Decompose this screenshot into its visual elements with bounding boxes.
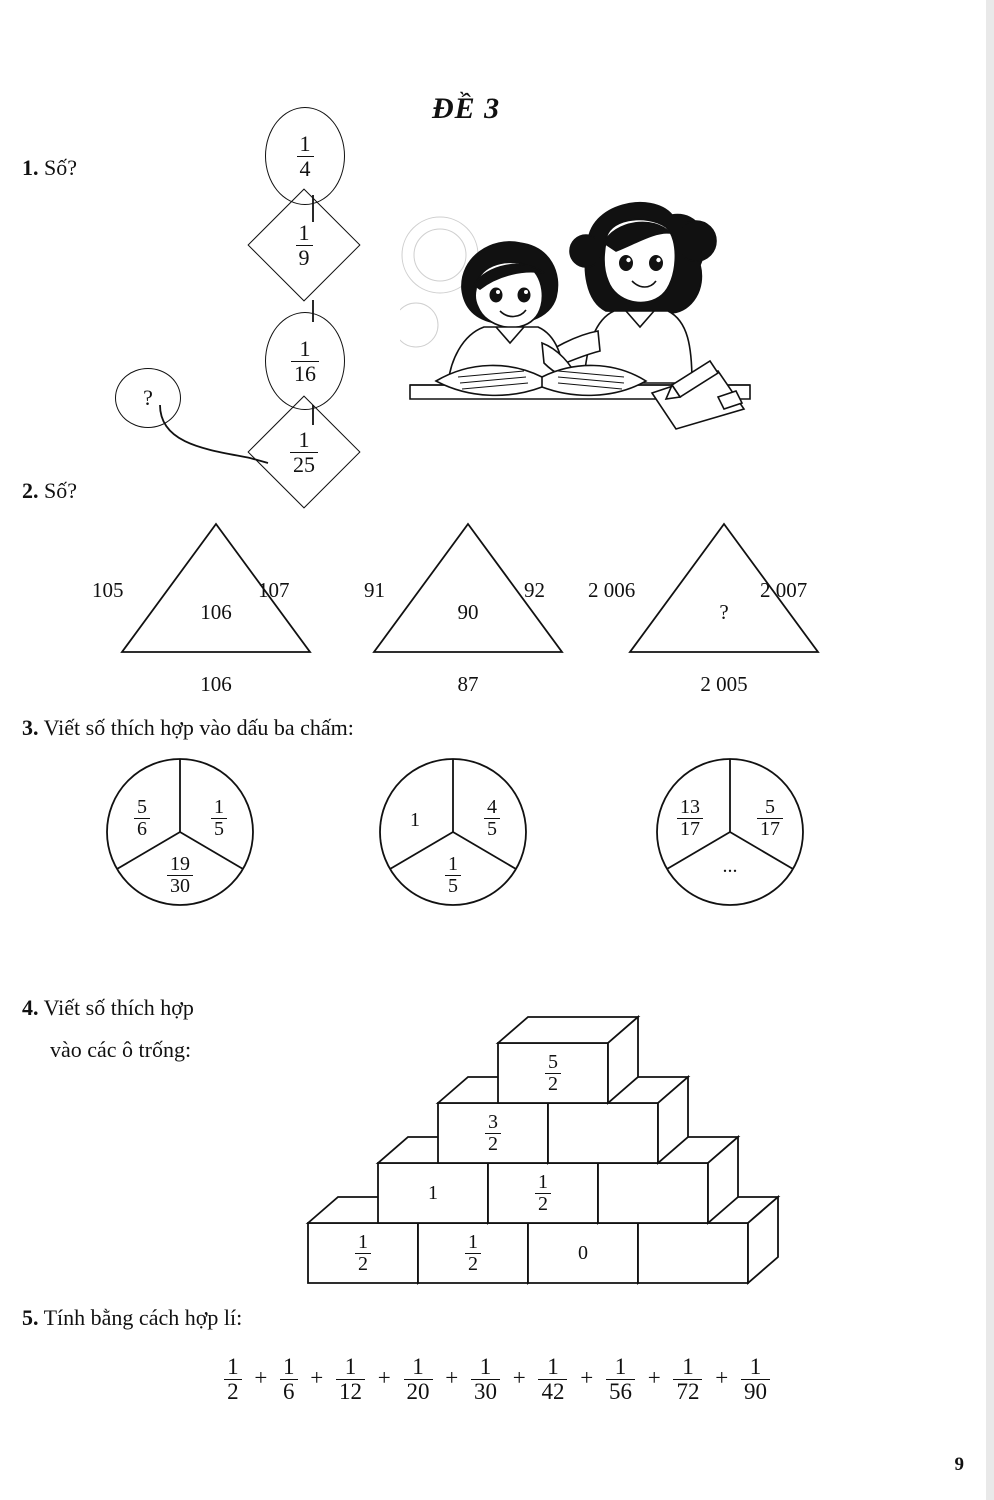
q4-block-pyramid	[300, 985, 860, 1290]
q5-term-6	[538, 1355, 567, 1404]
q3-c1-bottom-num: 19	[170, 853, 190, 875]
q5-t8-num: 1	[682, 1354, 694, 1379]
q4-block-row4-1	[308, 1223, 418, 1283]
q1-node-ellipse-2	[265, 312, 345, 410]
q5-term-4	[404, 1355, 433, 1404]
q3-c1-left-den: 6	[134, 818, 150, 840]
q3-c1-bottom-den: 30	[167, 875, 193, 897]
q5-t5-den: 30	[471, 1379, 500, 1404]
question-4-heading	[22, 995, 194, 1021]
q1-node-diamond-1	[264, 205, 344, 285]
q2-triangle-2-left: 91	[364, 578, 385, 602]
q5-op-8: +	[715, 1364, 729, 1390]
page-number: 9	[954, 1454, 964, 1475]
q3-c3-right-num: 5	[765, 796, 775, 818]
q2-triangle-2-right: 92	[524, 578, 545, 602]
q3-c2-right-num: 4	[487, 796, 497, 818]
q4-r3m-den: 2	[535, 1193, 551, 1215]
q3-c1-right-num: 1	[214, 796, 224, 818]
q5-term-5	[471, 1355, 500, 1404]
q5-t9-den: 90	[741, 1379, 770, 1404]
q2-triangle-2-bottom: 87	[457, 672, 479, 696]
q4-r4b-num: 1	[468, 1230, 478, 1253]
q3-circle-1-right	[190, 797, 248, 840]
q5-t1-den: 2	[224, 1379, 242, 1404]
q1-node-3-numerator: 1	[299, 336, 311, 362]
question-3-number: 3.	[22, 715, 39, 740]
page-edge-shadow	[986, 0, 994, 1500]
q3-c1-left-num: 5	[137, 796, 147, 818]
q5-term-3	[336, 1355, 365, 1404]
q3-c2-right-den: 5	[484, 818, 500, 840]
q5-t9-num: 1	[749, 1354, 762, 1379]
q4-block-row4-2	[418, 1223, 528, 1283]
illustration-two-children-reading	[400, 185, 760, 445]
q5-t3-den: 12	[336, 1379, 365, 1404]
q3-circle-2	[378, 757, 528, 907]
q3-circle-1-left	[113, 797, 171, 840]
q5-t7-num: 1	[614, 1354, 627, 1379]
q4-top-num: 5	[548, 1050, 558, 1073]
q4-r2l-den: 2	[485, 1133, 501, 1155]
q3-circle-2-left: 1	[410, 809, 420, 831]
q3-c2-bottom-num: 1	[448, 853, 458, 875]
q5-t2-num: 1	[283, 1354, 295, 1379]
q5-term-9	[741, 1355, 770, 1404]
q1-node-4-numerator: 1	[298, 427, 310, 453]
q2-triangle-3-bottom: 2 005	[700, 672, 748, 696]
q5-op-2: +	[310, 1364, 324, 1390]
q1-node-4-denominator: 25	[290, 452, 318, 476]
q1-node-diamond-2	[264, 412, 344, 492]
q4-r3m-num: 1	[538, 1170, 548, 1193]
question-1-heading	[22, 155, 77, 181]
q4-r2l-num: 3	[488, 1110, 498, 1133]
question-5-text: Tính bằng cách hợp lí:	[43, 1305, 243, 1330]
question-1-text: Số?	[44, 155, 77, 180]
q2-triangle-3-left: 2 006	[588, 578, 636, 602]
q5-t4-num: 1	[412, 1354, 424, 1379]
q1-node-1-numerator: 1	[299, 131, 311, 157]
q4-block-row4-4-empty[interactable]	[638, 1223, 748, 1283]
q5-op-7: +	[647, 1364, 661, 1390]
q3-circle-2-bottom	[424, 854, 482, 897]
q5-t6-num: 1	[547, 1354, 559, 1379]
q1-node-3-denominator: 16	[291, 361, 319, 385]
q4-r4a-den: 2	[355, 1253, 371, 1275]
q3-circle-2-right	[463, 797, 521, 840]
q5-op-5: +	[512, 1364, 526, 1390]
q2-triangle-2-inner: 90	[457, 600, 479, 624]
q1-node-1-denominator: 4	[297, 156, 314, 180]
q2-triangle-3-inner[interactable]: ?	[719, 600, 729, 624]
q3-c3-left-den: 17	[677, 818, 703, 840]
q1-node-2-denominator: 9	[296, 245, 313, 269]
question-1-number: 1.	[22, 155, 39, 180]
q2-triangle-1-bottom: 106	[200, 672, 232, 696]
q5-op-4: +	[445, 1364, 459, 1390]
question-4-text-line2: vào các ô trống:	[50, 1037, 192, 1062]
question-3-text: Viết số thích hợp vào dấu ba chấm:	[43, 715, 354, 740]
q5-t8-den: 72	[673, 1379, 702, 1404]
q4-block-row3-left: 1	[428, 1181, 438, 1204]
q3-circle-3-bottom[interactable]: ...	[722, 855, 738, 877]
q1-node-2-numerator: 1	[298, 220, 310, 246]
q3-c1-right-den: 5	[211, 818, 227, 840]
q5-t2-den: 6	[280, 1379, 298, 1404]
q2-triangle-1-left: 105	[92, 578, 124, 602]
q5-term-8	[673, 1355, 702, 1404]
q5-t5-num: 1	[479, 1354, 492, 1379]
q2-triangle-1-right: 107	[258, 578, 290, 602]
q4-r4b-den: 2	[465, 1253, 481, 1275]
q4-block-row3-right-empty[interactable]	[598, 1163, 708, 1223]
q5-t4-den: 20	[404, 1379, 433, 1404]
question-5-number: 5.	[22, 1305, 39, 1330]
q5-t3-num: 1	[344, 1354, 357, 1379]
q5-op-6: +	[580, 1364, 594, 1390]
question-2-text: Số?	[44, 478, 77, 503]
q2-triangle-1-inner: 106	[200, 600, 232, 624]
q1-answer-text: ?	[143, 385, 153, 410]
q5-op-3: +	[377, 1364, 391, 1390]
q3-circle-1-bottom	[151, 854, 209, 897]
q3-c3-left-num: 13	[680, 796, 700, 818]
question-5-heading	[22, 1305, 242, 1331]
question-2-heading	[22, 478, 77, 504]
q2-triangle-3-right: 2 007	[760, 578, 808, 602]
q5-term-7	[606, 1355, 635, 1404]
q3-circle-3-right	[739, 797, 801, 840]
q5-t1-num: 1	[227, 1354, 239, 1379]
q4-r4a-num: 1	[358, 1230, 368, 1253]
q5-expression	[0, 1355, 994, 1404]
question-4-number: 4.	[22, 995, 39, 1020]
q5-term-2	[280, 1355, 298, 1404]
q3-circle-3-left	[659, 797, 721, 840]
question-4-text-line1: Viết số thích hợp	[43, 995, 194, 1020]
q1-answer-placeholder[interactable]	[115, 368, 181, 428]
q5-t6-den: 42	[538, 1379, 567, 1404]
q4-block-row3-mid	[488, 1163, 598, 1223]
page-title: ĐỀ 3	[432, 92, 501, 125]
q3-circle-3	[655, 757, 805, 907]
q4-block-row2-left	[438, 1103, 548, 1163]
q5-term-1	[224, 1355, 242, 1404]
question-2-number: 2.	[22, 478, 39, 503]
q5-op-1: +	[254, 1364, 268, 1390]
q5-t7-den: 56	[606, 1379, 635, 1404]
q3-c2-bottom-den: 5	[445, 875, 461, 897]
q3-circle-1	[105, 757, 255, 907]
q3-c3-right-den: 17	[757, 818, 783, 840]
q4-block-row4-3: 0	[578, 1241, 588, 1264]
question-3-heading	[22, 715, 354, 741]
q4-block-row2-right-empty[interactable]	[548, 1103, 658, 1163]
q4-top-den: 2	[545, 1073, 561, 1095]
q4-block-top	[498, 1043, 608, 1103]
